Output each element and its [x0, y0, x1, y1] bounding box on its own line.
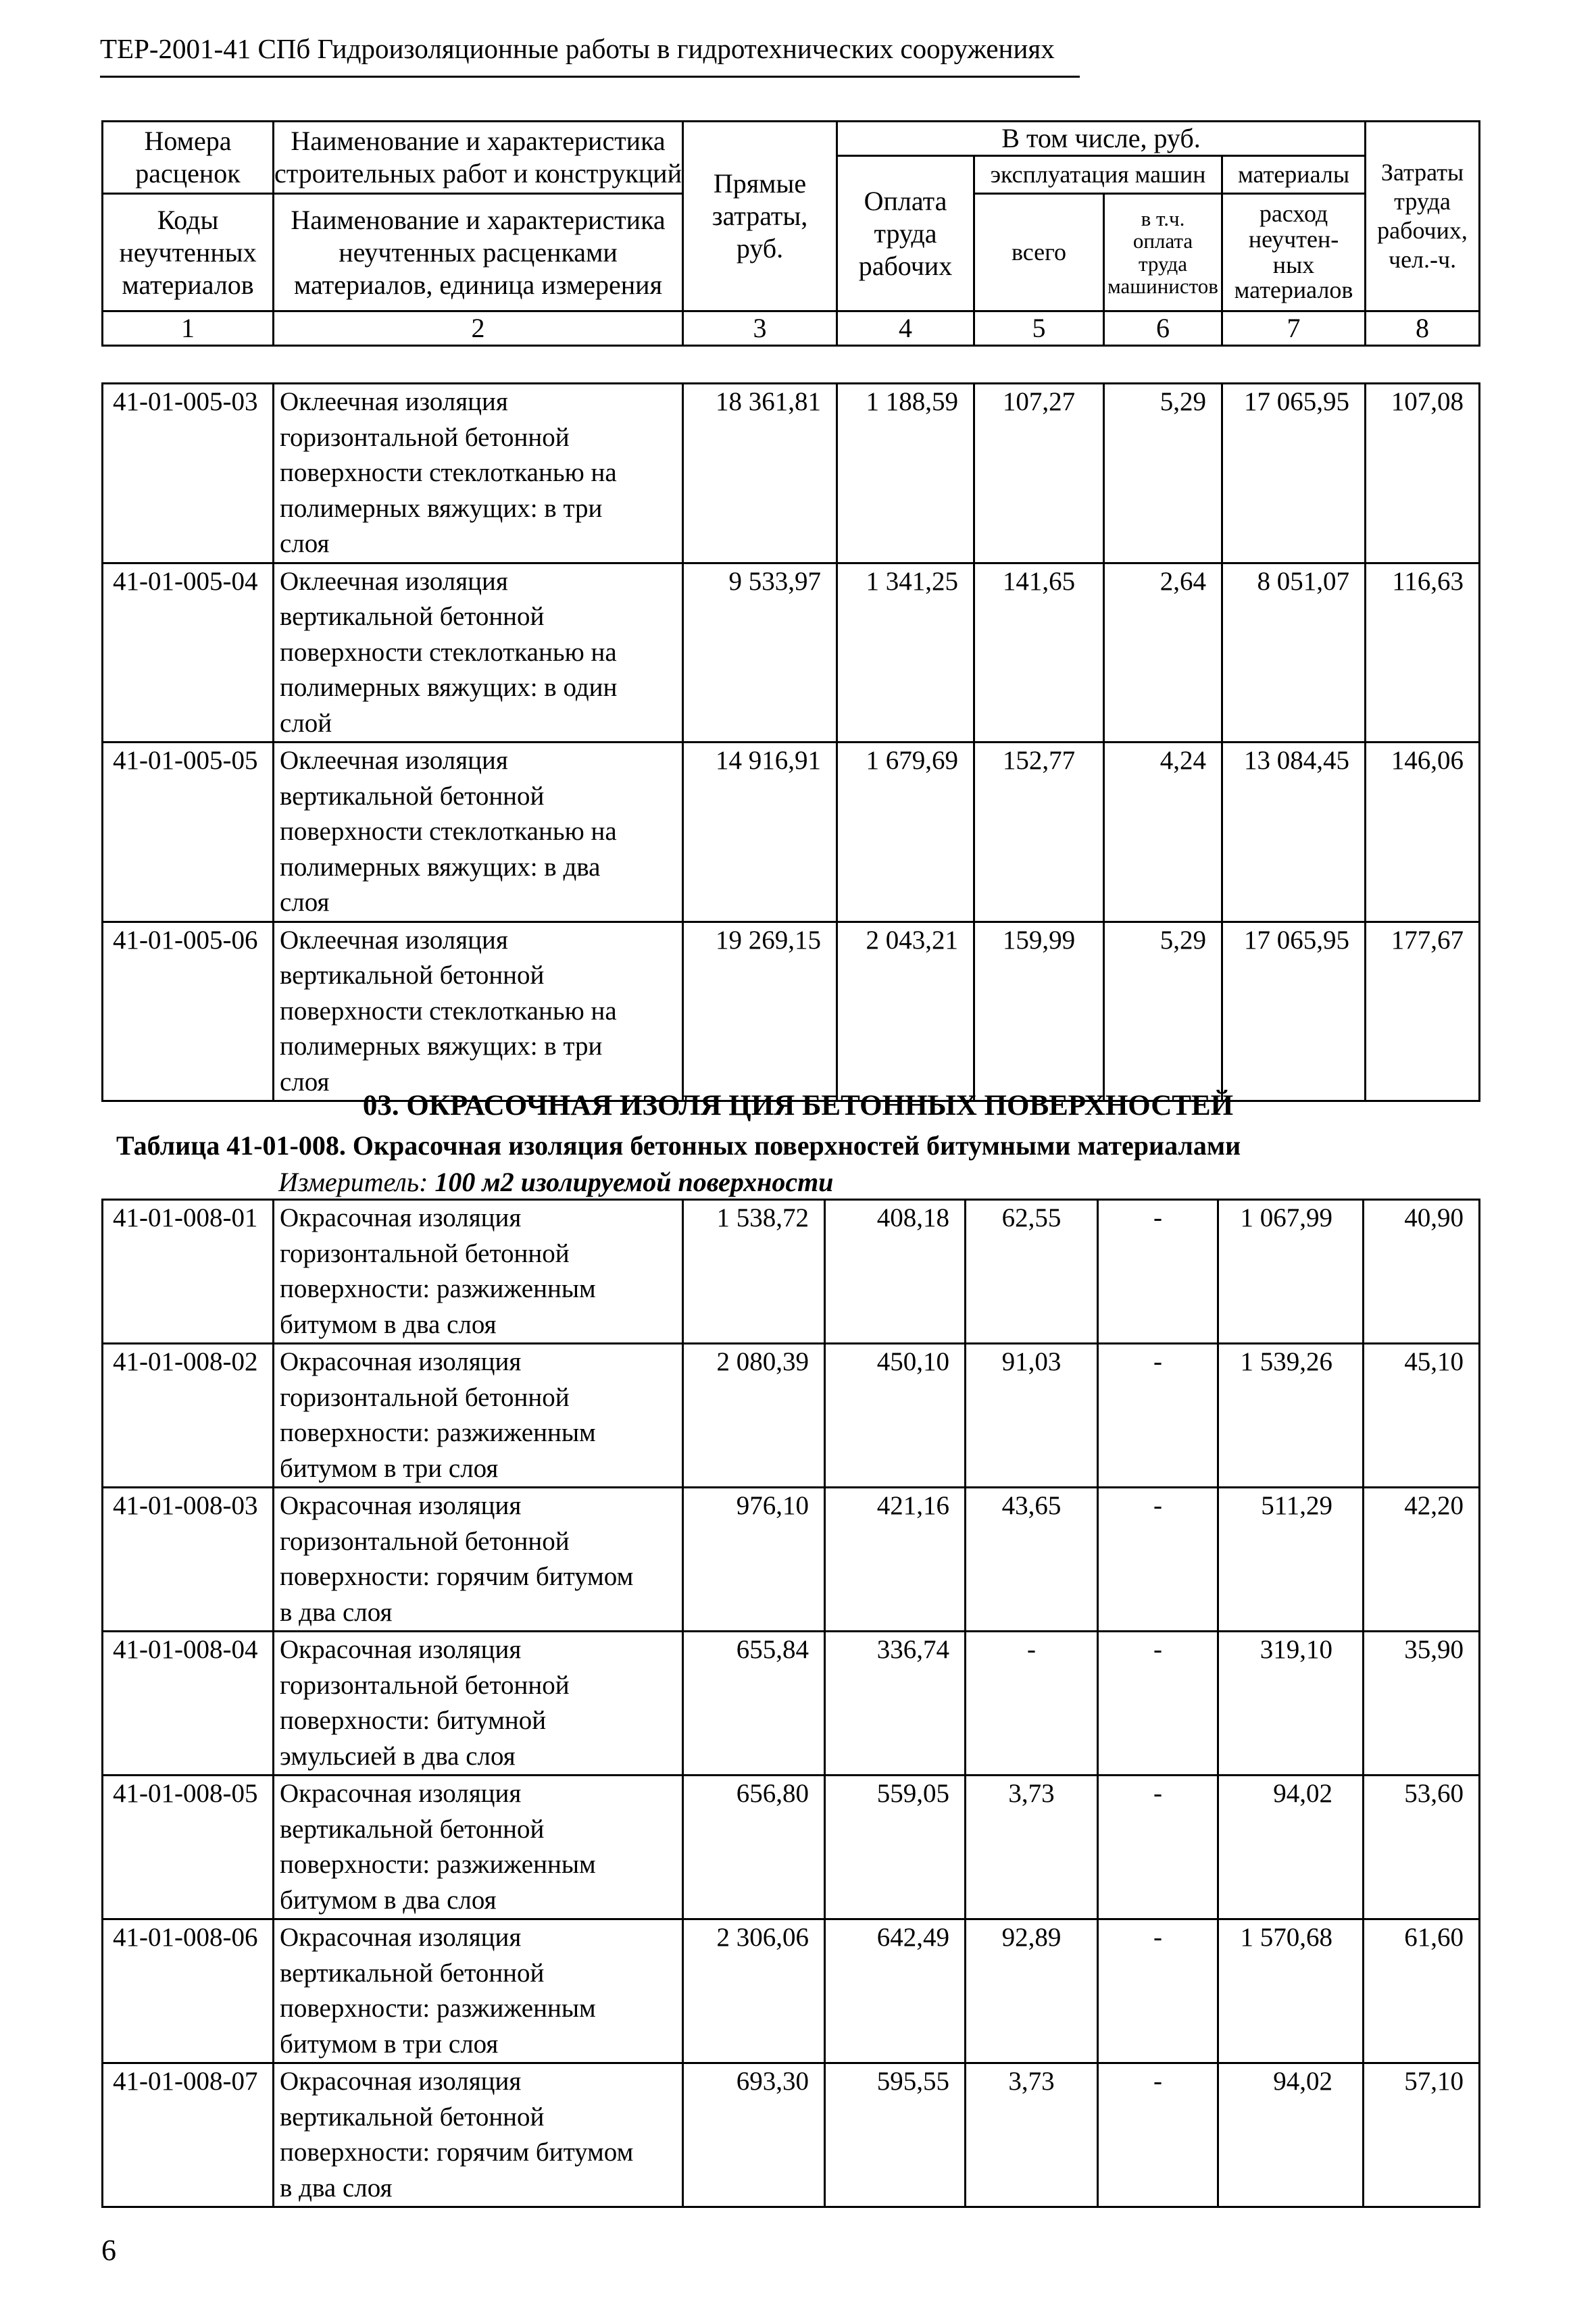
col1-bottom-line: неучтенных — [119, 236, 257, 268]
work-description — [274, 2063, 683, 2207]
rates-table-005 — [101, 382, 1480, 1102]
col8-line: рабочих, — [1377, 217, 1468, 244]
unaccounted-materials-header — [1222, 194, 1366, 311]
machines-total-header: всего — [974, 194, 1104, 311]
description-line: Оклеечная изоляция — [280, 925, 508, 955]
machinist-pay: 5,29 — [1104, 384, 1222, 563]
table-row — [103, 743, 1480, 922]
description-line: полимерных вяжущих: в два — [280, 852, 601, 882]
description-line: поверхности: разжиженным — [280, 1418, 596, 1447]
machinist-pay: 4,24 — [1104, 743, 1222, 922]
machines-total: 43,65 — [966, 1488, 1098, 1632]
table-row — [103, 922, 1480, 1101]
direct-costs: 18 361,81 — [683, 384, 837, 563]
col6-line: в т.ч. — [1141, 206, 1185, 230]
materials-cost: 1 067,99 — [1218, 1200, 1364, 1344]
meter-label: Измеритель: — [278, 1167, 428, 1197]
labor-hours-header — [1366, 122, 1480, 311]
col4-line: Оплата — [864, 185, 947, 216]
work-description — [274, 743, 683, 922]
machinist-pay: 5,29 — [1104, 922, 1222, 1101]
materials-cost: 94,02 — [1218, 1776, 1364, 1919]
col-number: 3 — [683, 311, 837, 346]
description-line: вертикальной бетонной — [280, 1958, 545, 1988]
table-row — [103, 384, 1480, 563]
direct-costs: 9 533,97 — [683, 563, 837, 743]
labor-hours: 146,06 — [1366, 743, 1480, 922]
description-line: в два слоя — [280, 2173, 393, 2203]
col-number: 8 — [1366, 311, 1480, 346]
worker-pay: 595,55 — [825, 2063, 966, 2207]
description-line: Оклеечная изоляция — [280, 566, 508, 596]
description-line: слой — [280, 708, 332, 738]
machines-total: 107,27 — [974, 384, 1104, 563]
machinist-pay: - — [1098, 1488, 1218, 1632]
description-line: поверхности: разжиженным — [280, 1850, 596, 1879]
worker-pay: 1 341,25 — [837, 563, 974, 743]
work-description — [274, 1344, 683, 1488]
col2-top-line: Наименование и характеристика — [291, 126, 666, 156]
direct-costs: 2 080,39 — [683, 1344, 825, 1488]
description-line: горизонтальной бетонной — [280, 1382, 570, 1412]
labor-hours: 45,10 — [1364, 1344, 1480, 1488]
description-line: битумом в три слоя — [280, 1453, 499, 1483]
machines-total: 141,65 — [974, 563, 1104, 743]
worker-pay: 1 188,59 — [837, 384, 974, 563]
col-number: 5 — [974, 311, 1104, 346]
materials-cost: 1 539,26 — [1218, 1344, 1364, 1488]
table-row — [103, 563, 1480, 743]
col7-line: ных — [1272, 251, 1315, 278]
description-line: битумом в три слоя — [280, 2029, 499, 2059]
col-number: 6 — [1104, 311, 1222, 346]
description-line: слоя — [280, 888, 330, 917]
description-line: вертикальной бетонной — [280, 602, 545, 631]
col1-top-header — [103, 122, 274, 194]
labor-hours: 116,63 — [1366, 563, 1480, 743]
table-title: Таблица 41-01-008. Окрасочная изоляция бетонных поверхностей битумными материалами — [116, 1130, 1241, 1161]
description-line: горизонтальной бетонной — [280, 1670, 570, 1700]
machine-operation-header: эксплуатация машин — [974, 156, 1222, 194]
labor-hours: 107,08 — [1366, 384, 1480, 563]
rate-code: 41-01-008-04 — [103, 1632, 274, 1776]
description-line: вертикальной бетонной — [280, 1814, 545, 1844]
running-header: ТЕР-2001-41 СПб Гидроизоляционные работы в гидротехнических сооружениях — [100, 33, 1055, 64]
rate-code: 41-01-008-03 — [103, 1488, 274, 1632]
materials-cost: 17 065,95 — [1222, 384, 1366, 563]
col7-line: неучтен- — [1248, 225, 1339, 253]
description-line: поверхности стеклотканью на — [280, 637, 617, 667]
col3-line: Прямые — [713, 168, 807, 199]
description-line: горизонтальной бетонной — [280, 1238, 570, 1268]
machines-total: 159,99 — [974, 922, 1104, 1101]
labor-hours: 42,20 — [1364, 1488, 1480, 1632]
materials-header: материалы — [1222, 156, 1366, 194]
description-line: Оклеечная изоляция — [280, 387, 508, 416]
meter-value: 100 м2 изолируемой поверхности — [434, 1167, 834, 1197]
rate-code: 41-01-008-01 — [103, 1200, 274, 1344]
col3-line: затраты, — [712, 201, 808, 231]
header-rule — [100, 76, 1080, 78]
labor-hours: 177,67 — [1366, 922, 1480, 1101]
description-line: вертикальной бетонной — [280, 781, 545, 811]
worker-pay: 642,49 — [825, 1919, 966, 2063]
labor-hours: 40,90 — [1364, 1200, 1480, 1344]
worker-pay: 336,74 — [825, 1632, 966, 1776]
col2-top-line: строительных работ и конструкций — [274, 158, 682, 188]
col-number: 4 — [837, 311, 974, 346]
machines-total: 91,03 — [966, 1344, 1098, 1488]
direct-costs: 2 306,06 — [683, 1919, 825, 2063]
machinist-pay: - — [1098, 1776, 1218, 1919]
description-line: вертикальной бетонной — [280, 2102, 545, 2132]
work-description — [274, 1919, 683, 2063]
description-line: битумом в два слоя — [280, 1885, 497, 1915]
description-line: Окрасочная изоляция — [280, 2067, 522, 2096]
description-line: поверхности: битумной — [280, 1706, 547, 1735]
description-line: поверхности стеклотканью на — [280, 996, 617, 1026]
materials-cost: 8 051,07 — [1222, 563, 1366, 743]
rate-code: 41-01-005-06 — [103, 922, 274, 1101]
description-line: Окрасочная изоляция — [280, 1491, 522, 1520]
col2-bottom-line: материалов, единица измерения — [294, 269, 662, 300]
including-header: В том числе, руб. — [837, 122, 1366, 156]
machines-total: - — [966, 1632, 1098, 1776]
col1-bottom-line: материалов — [122, 269, 254, 300]
table-row — [103, 1488, 1480, 1632]
rates-table-008 — [101, 1199, 1480, 2208]
rate-code: 41-01-008-06 — [103, 1919, 274, 2063]
machines-total: 62,55 — [966, 1200, 1098, 1344]
col2-bottom-header — [274, 194, 683, 311]
work-description — [274, 922, 683, 1101]
col2-bottom-line: неучтенных расценками — [339, 236, 618, 268]
worker-pay: 2 043,21 — [837, 922, 974, 1101]
section-title: 03. ОКРАСОЧНАЯ ИЗОЛЯ ЦИЯ БЕТОННЫХ ПОВЕРХНОСТЕЙ — [362, 1090, 1234, 1122]
worker-pay: 408,18 — [825, 1200, 966, 1344]
worker-pay: 1 679,69 — [837, 743, 974, 922]
direct-costs: 19 269,15 — [683, 922, 837, 1101]
machinist-pay-header — [1104, 194, 1222, 311]
work-description — [274, 563, 683, 743]
machinist-pay: - — [1098, 1632, 1218, 1776]
table-row — [103, 1632, 1480, 1776]
column-header-table — [101, 120, 1480, 347]
direct-costs: 655,84 — [683, 1632, 825, 1776]
col2-top-header — [274, 122, 683, 194]
worker-pay-header — [837, 156, 974, 311]
materials-cost: 17 065,95 — [1222, 922, 1366, 1101]
description-line: Окрасочная изоляция — [280, 1347, 522, 1376]
materials-cost: 511,29 — [1218, 1488, 1364, 1632]
worker-pay: 421,16 — [825, 1488, 966, 1632]
description-line: горизонтальной бетонной — [280, 1526, 570, 1556]
direct-costs: 976,10 — [683, 1488, 825, 1632]
col-number: 2 — [274, 311, 683, 346]
col8-line: чел.-ч. — [1388, 246, 1457, 274]
description-line: поверхности: горячим битумом — [280, 2138, 634, 2167]
description-line: полимерных вяжущих: в один — [280, 673, 618, 702]
work-description — [274, 1200, 683, 1344]
col-number: 7 — [1222, 311, 1366, 346]
table-row — [103, 1919, 1480, 2063]
col1-top-line: расценок — [135, 158, 241, 188]
machinist-pay: 2,64 — [1104, 563, 1222, 743]
description-line: поверхности: разжиженным — [280, 1994, 596, 2023]
worker-pay: 450,10 — [825, 1344, 966, 1488]
work-description — [274, 1776, 683, 1919]
description-line: битумом в два слоя — [280, 1309, 497, 1339]
description-line: горизонтальной бетонной — [280, 422, 570, 452]
col6-line: оплата — [1132, 229, 1193, 253]
col1-top-line: Номера — [144, 126, 232, 156]
labor-hours: 35,90 — [1364, 1632, 1480, 1776]
direct-costs: 656,80 — [683, 1776, 825, 1919]
col8-line: труда — [1394, 187, 1451, 215]
table-row — [103, 1344, 1480, 1488]
materials-cost: 319,10 — [1218, 1632, 1364, 1776]
machinist-pay: - — [1098, 1200, 1218, 1344]
rate-code: 41-01-008-02 — [103, 1344, 274, 1488]
col4-line: рабочих — [858, 250, 953, 281]
col-number: 1 — [103, 311, 274, 346]
description-line: Окрасочная изоляция — [280, 1635, 522, 1664]
col3-line: руб. — [736, 233, 784, 263]
col2-bottom-line: Наименование и характеристика — [291, 204, 666, 235]
table-row — [103, 1776, 1480, 1919]
materials-cost: 1 570,68 — [1218, 1919, 1364, 2063]
rate-code: 41-01-008-07 — [103, 2063, 274, 2207]
col8-line: Затраты — [1380, 158, 1464, 186]
worker-pay: 559,05 — [825, 1776, 966, 1919]
machines-total: 92,89 — [966, 1919, 1098, 2063]
description-line: Окрасочная изоляция — [280, 1203, 522, 1232]
unit-of-measure — [278, 1166, 833, 1198]
labor-hours: 57,10 — [1364, 2063, 1480, 2207]
col1-bottom-line: Коды — [157, 204, 219, 235]
col7-line: материалов — [1234, 276, 1353, 304]
work-description — [274, 1488, 683, 1632]
col7-line: расход — [1259, 199, 1328, 227]
materials-cost: 94,02 — [1218, 2063, 1364, 2207]
rate-code: 41-01-005-05 — [103, 743, 274, 922]
direct-costs: 14 916,91 — [683, 743, 837, 922]
col4-line: труда — [874, 218, 937, 249]
direct-costs: 693,30 — [683, 2063, 825, 2207]
labor-hours: 61,60 — [1364, 1919, 1480, 2063]
description-line: поверхности: горячим битумом — [280, 1562, 634, 1591]
description-line: эмульсией в два слоя — [280, 1741, 516, 1771]
description-line: слоя — [280, 1067, 330, 1097]
description-line: вертикальной бетонной — [280, 961, 545, 990]
description-line: полимерных вяжущих: в три — [280, 1032, 603, 1061]
direct-costs: 1 538,72 — [683, 1200, 825, 1344]
description-line: поверхности стеклотканью на — [280, 817, 617, 846]
machinist-pay: - — [1098, 2063, 1218, 2207]
machines-total: 3,73 — [966, 2063, 1098, 2207]
col1-bottom-header — [103, 194, 274, 311]
table-row — [103, 2063, 1480, 2207]
machinist-pay: - — [1098, 1919, 1218, 2063]
page-number: 6 — [101, 2234, 116, 2267]
description-line: Окрасочная изоляция — [280, 1779, 522, 1808]
machines-total: 3,73 — [966, 1776, 1098, 1919]
materials-cost: 13 084,45 — [1222, 743, 1366, 922]
description-line: слоя — [280, 529, 330, 558]
description-line: Окрасочная изоляция — [280, 1923, 522, 1952]
direct-costs-header — [683, 122, 837, 311]
rate-code: 41-01-008-05 — [103, 1776, 274, 1919]
col6-line: машинистов — [1107, 274, 1218, 298]
description-line: поверхности стеклотканью на — [280, 458, 617, 487]
machinist-pay: - — [1098, 1344, 1218, 1488]
rate-code: 41-01-005-03 — [103, 384, 274, 563]
work-description — [274, 1632, 683, 1776]
description-line: в два слоя — [280, 1597, 393, 1627]
labor-hours: 53,60 — [1364, 1776, 1480, 1919]
rate-code: 41-01-005-04 — [103, 563, 274, 743]
machines-total: 152,77 — [974, 743, 1104, 922]
description-line: Оклеечная изоляция — [280, 746, 508, 775]
table-row — [103, 1200, 1480, 1344]
description-line: полимерных вяжущих: в три — [280, 493, 603, 523]
work-description — [274, 384, 683, 563]
description-line: поверхности: разжиженным — [280, 1274, 596, 1303]
col6-line: труда — [1138, 251, 1188, 276]
